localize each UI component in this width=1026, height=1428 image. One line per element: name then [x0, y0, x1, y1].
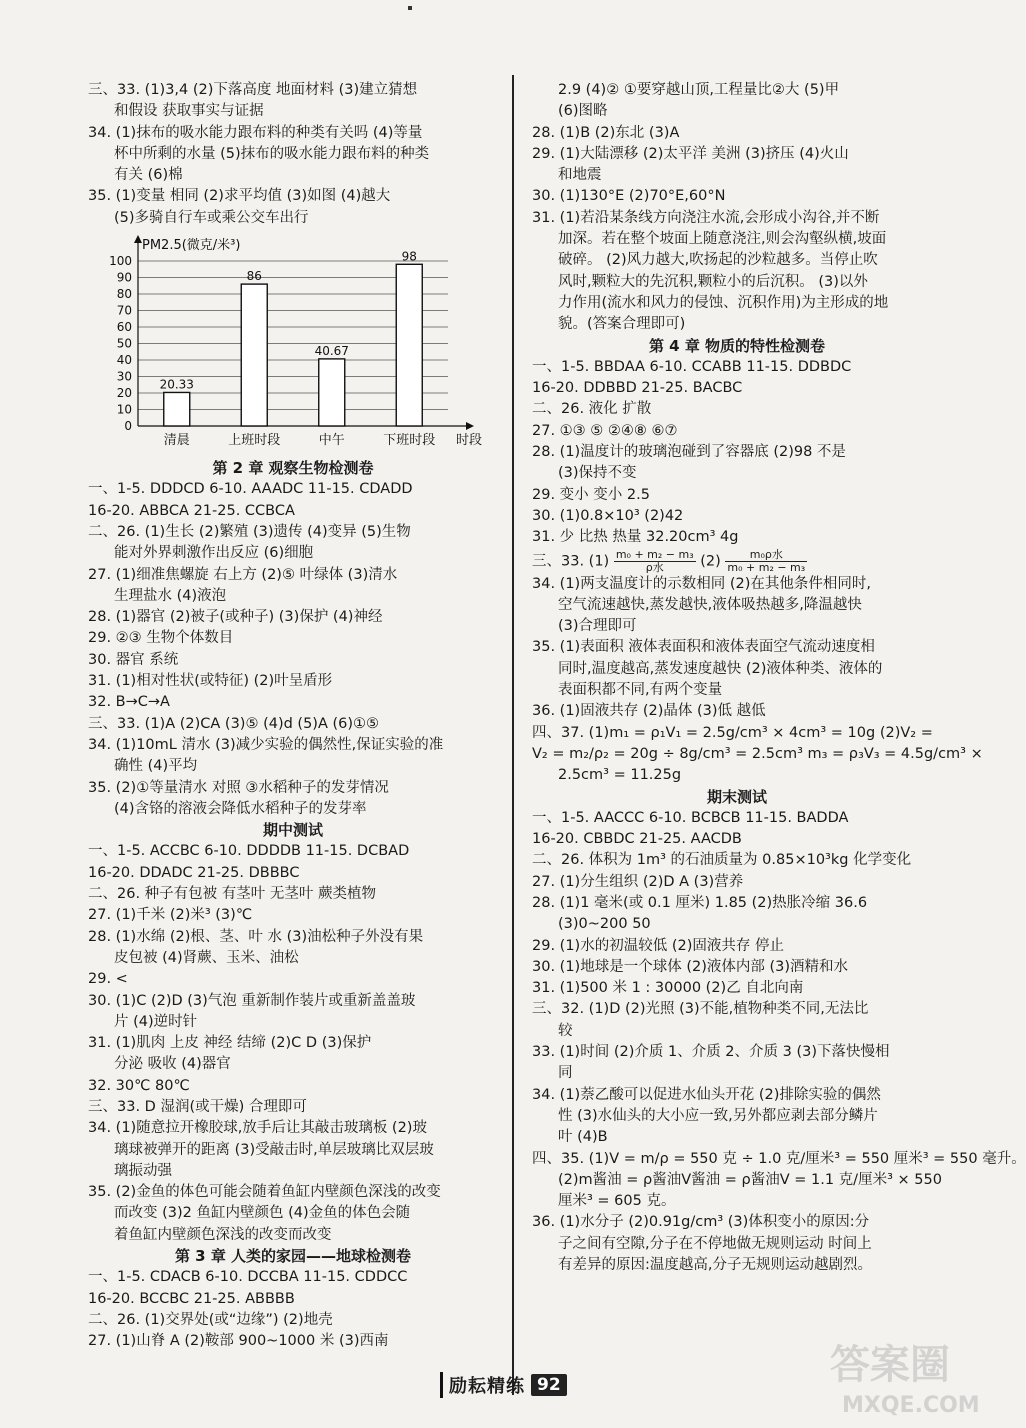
answer-line: 31. (1)肌肉 上皮 神经 结缔 (2)C D (3)保护: [88, 1035, 372, 1052]
answer-line: 二、26. (1)交界处(或“边缘”) (2)地壳: [88, 1311, 333, 1328]
y-tick-label: 90: [116, 270, 132, 285]
answer-line: 30. (1)C (2)D (3)气泡 重新制作装片或重新盖盖玻: [88, 992, 416, 1009]
answer-line: 16-20. DDADC 21-25. DBBBC: [88, 864, 300, 881]
final-block: [532, 808, 1026, 1277]
ch4-more-block: [532, 574, 983, 787]
answer-line: 29. 变小 变小 2.5: [532, 486, 650, 503]
answer-line: 28. (1)器官 (2)被子(或种子) (3)保护 (4)神经: [88, 609, 383, 626]
y-tick-label: 40: [116, 353, 132, 368]
answer-line: 三、33. (1)A (2)CA (3)⑤ (4)d (5)A (6)①⑤: [88, 715, 380, 732]
bar: [396, 264, 422, 426]
answer-line: 同: [558, 1065, 573, 1082]
answer-line: 34. (1)10mL 清水 (3)减少实验的偶然性,保证实验的准: [88, 736, 444, 753]
answer-line: 32. 30℃ 80℃: [88, 1077, 190, 1094]
answer-line: 较: [558, 1022, 573, 1039]
answer-line: 27. ①③ ⑤ ②④⑧ ⑥⑦: [532, 422, 678, 439]
answer-line: 30. (1)地球是一个球体 (2)液体内部 (3)酒精和水: [532, 958, 849, 975]
answer-line: 35. (1)表面积 液体表面积和液体表面空气流动速度相: [532, 639, 875, 656]
y-tick-label: 30: [116, 369, 132, 384]
answer-line: (3)0~200 50: [558, 916, 651, 933]
pm25-chart: [88, 231, 498, 456]
answer-line: 二、26. 体积为 1m³ 的石油质量为 0.85×10³kg 化学变化: [532, 852, 912, 869]
answer-line: 四、37. (1)m₁ = ρ₁V₁ = 2.5g/cm³ × 4cm³ = 10g (2)V₂ =: [532, 724, 933, 741]
ch4-block: [532, 357, 942, 549]
answer-line: 表面积都不同,有两个变量: [558, 682, 723, 699]
answer-line: 27. (1)山脊 A (2)鞍部 900~1000 米 (3)西南: [88, 1333, 389, 1350]
top-mark: [408, 6, 412, 10]
answer-line: 二、26. 种子有包被 有茎叶 无茎叶 蕨类植物: [88, 886, 376, 903]
answer-line: 子之间有空隙,分子在不停地做无规则运动 时间上: [558, 1235, 872, 1252]
bar: [319, 359, 345, 426]
answer-line: 确性 (4)平均: [114, 758, 198, 775]
answer-line: (3)保持不变: [558, 465, 637, 482]
y-axis-label: PM2.5(微克/米³): [142, 238, 241, 254]
answer-line: 着鱼缸内壁颜色深浅的改变而改变: [114, 1226, 332, 1243]
answer-line: 30. (1)130°E (2)70°E,60°N: [532, 188, 726, 205]
y-tick-label: 20: [116, 386, 132, 401]
answer-line: 2.9 (4)② ①要穿越山顶,工程量比②大 (5)甲: [558, 82, 840, 98]
ch3-title: 第 3 章 人类的家园——地球检测卷: [174, 1247, 412, 1266]
answer-line: 31. (1)相对性状(或特征) (2)叶呈盾形: [88, 673, 333, 690]
final-title: 期末测试: [706, 787, 767, 806]
q33-frac1-den: ρ水: [645, 560, 664, 574]
ch2-title: 第 2 章 观察生物检测卷: [212, 459, 374, 478]
answer-line: 生理盐水 (4)液泡: [114, 587, 227, 604]
answer-line: 30. (1)0.8×10³ (2)42: [532, 507, 684, 524]
answer-line: 27. (1)千米 (2)米³ (3)℃: [88, 907, 253, 924]
answer-line: 29. (1)大陆漂移 (2)太平洋 美洲 (3)挤压 (4)火山: [532, 145, 849, 162]
answer-line: 27. (1)分生组织 (2)D A (3)营养: [532, 873, 744, 890]
answer-line: 35. (1)变量 相同 (2)求平均值 (3)如图 (4)越大: [88, 188, 391, 205]
bar: [241, 284, 267, 426]
x-axis-arrow: [466, 422, 474, 430]
right-top-block: [532, 80, 942, 336]
answer-line: 璃振动强: [114, 1162, 172, 1179]
answer-line: 28. (1)水绵 (2)根、茎、叶 水 (3)油松种子外没有果: [88, 928, 424, 945]
answer-line: 能对外界刺激作出反应 (6)细胞: [114, 545, 314, 562]
answer-line: 风时,颗粒大的先沉积,颗粒小的后沉积。 (3)以外: [558, 273, 868, 290]
answer-line: 而改变 (3)2 鱼缸内壁颜色 (4)金鱼的体色会随: [114, 1205, 411, 1222]
answer-line: 30. 器官 系统: [88, 651, 179, 668]
answer-line: 34. (1)萘乙酸可以促进水仙头开花 (2)排除实验的偶然: [532, 1086, 881, 1103]
x-axis-label: 时段: [456, 433, 483, 449]
answer-line: 一、1-5. AACCC 6-10. BCBCB 11-15. BADDA: [532, 809, 849, 826]
y-axis-arrow: [134, 235, 142, 243]
y-tick-label: 0: [124, 419, 132, 434]
left-top-block: [88, 80, 498, 229]
answer-line: (6)图略: [558, 103, 608, 120]
q33-frac1-num: m₀ + m₂ − m₃: [615, 547, 694, 561]
left-column: [88, 80, 498, 1353]
answer-line: 27. (1)细准焦螺旋 右上方 (2)⑤ 叶绿体 (3)清水: [88, 566, 398, 583]
answer-line: 一、1-5. CDACB 6-10. DCCBA 11-15. CDDCC: [88, 1269, 408, 1286]
answer-line: (2)m酱油 = ρ酱油V酱油 = ρ酱油V = 1.1 克/厘米³ × 550: [558, 1171, 942, 1188]
y-tick-label: 50: [116, 336, 132, 351]
x-tick-label: 清晨: [163, 433, 190, 449]
right-column: [532, 80, 1026, 1276]
answer-line: (4)含铬的溶液会降低水稻种子的发芽率: [114, 800, 367, 817]
answer-line: 一、1-5. ACCBC 6-10. DDDDB 11-15. DCBAD: [88, 843, 410, 860]
answer-line: 34. (1)随意拉开橡胶球,放手后让其敲击玻璃板 (2)玻: [88, 1120, 427, 1137]
answer-line: 力作用(流水和风力的侵蚀、沉积作用)为主形成的地: [558, 294, 889, 311]
answer-line: 16-20. CBBDC 21-25. AACDB: [532, 831, 742, 848]
answer-line: 28. (1)1 毫米(或 0.1 厘米) 1.85 (2)热胀冷缩 36.6: [532, 894, 868, 911]
x-tick-label: 下班时段: [383, 433, 436, 449]
y-tick-label: 70: [116, 303, 132, 318]
answer-line: 和地震: [558, 167, 602, 184]
answer-line: 31. (1)500 米 1 : 30000 (2)乙 自北向南: [532, 980, 804, 997]
bar-data-label: 20.33: [159, 377, 194, 392]
answer-line: 16-20. BCCBC 21-25. ABBBB: [88, 1290, 295, 1307]
answer-line: 29. ②③ 生物个体数目: [88, 630, 234, 647]
answer-line: 31. (1)若沿某条线方向浇注水流,会形成小沟谷,并不断: [532, 209, 880, 226]
answer-line: 31. 少 比热 热量 32.20cm³ 4g: [532, 529, 739, 546]
answer-line: 有差异的原因:温度越高,分子无规则运动越剧烈。: [558, 1257, 872, 1274]
q33-frac2-den: m₀ + m₂ − m₃: [727, 560, 806, 574]
answer-line: 16-20. ABBCA 21-25. CCBCA: [88, 502, 295, 519]
answer-line: 2.5cm³ = 11.25g: [558, 767, 682, 784]
y-tick-label: 80: [116, 287, 132, 302]
answer-line: 和假设 获取事实与证据: [114, 103, 264, 120]
answer-line: 三、33. D 湿润(或干燥) 合理即可: [88, 1098, 307, 1115]
column-divider: [512, 75, 514, 1395]
q33-mid: (2): [700, 553, 721, 570]
watermark-top: 答案圈: [830, 1342, 950, 1388]
answer-line: 35. (2)①等量清水 对照 ③水稻种子的发芽情况: [88, 779, 389, 796]
bar-data-label: 86: [246, 269, 262, 284]
page-number: 92: [531, 1374, 567, 1396]
watermark-bottom: MXQE.COM: [842, 1393, 980, 1418]
ch3-block: [88, 1267, 498, 1352]
q33-fraction-2: [725, 549, 807, 574]
answer-line: 一、1-5. BBDAA 6-10. CCABB 11-15. DDBDC: [532, 358, 852, 375]
ch2-block: [88, 479, 498, 820]
answer-line: 36. (1)固液共存 (2)晶体 (3)低 越低: [532, 703, 766, 720]
answer-line: 有关 (6)棉: [114, 167, 183, 184]
q33-prefix: 三、33. (1): [532, 553, 610, 570]
y-tick-label: 60: [116, 320, 132, 335]
y-tick-label: 10: [116, 402, 132, 417]
bar: [164, 393, 190, 427]
watermark-logo: [820, 1330, 990, 1420]
answer-line: 34. (1)抹布的吸水能力跟布料的种类有关吗 (4)等量: [88, 124, 423, 141]
answer-line: 同时,温度越高,蒸发速度越快 (2)液体种类、液体的: [558, 660, 883, 677]
x-tick-label: 中午: [318, 433, 345, 449]
bar-data-label: 98: [401, 249, 417, 264]
answer-line: 貌。(答案合理即可): [558, 316, 686, 333]
answer-line: 璃球被弹开的距离 (3)受敲击时,单层玻璃比双层玻: [114, 1141, 434, 1158]
answer-line: 35. (2)金鱼的体色可能会随着鱼缸内壁颜色深浅的改变: [88, 1184, 441, 1201]
answer-line: 29. (1)水的初温较低 (2)固液共存 停止: [532, 937, 784, 954]
answer-line: 三、32. (1)D (2)光照 (3)不能,植物种类不同,无法比: [532, 1001, 869, 1018]
q33-frac2-num: m₀ρ水: [725, 549, 807, 562]
q33-fraction-1: [614, 549, 696, 574]
answer-line: 34. (1)两支温度计的示数相同 (2)在其他条件相同时,: [532, 575, 871, 592]
answer-line: 32. B→C→A: [88, 694, 170, 711]
answer-line: 加深。若在整个坡面上随意浇注,则会沟壑纵横,坡面: [558, 231, 887, 248]
answer-line: V₂ = m₂/ρ₂ = 20g ÷ 8g/cm³ = 2.5cm³ m₃ = ρ₃V₃ = 4.5g/cm³ ×: [532, 745, 983, 762]
answer-line: 二、26. (1)生长 (2)繁殖 (3)遗传 (4)变异 (5)生物: [88, 523, 411, 540]
answer-line: 三、33. (1)3,4 (2)下落高度 地面材料 (3)建立猜想: [88, 82, 418, 98]
q33-line: [532, 549, 942, 574]
answer-line: 叶 (4)B: [558, 1129, 608, 1146]
answer-line: 28. (1)B (2)东北 (3)A: [532, 124, 680, 141]
answer-line: 一、1-5. DDDCD 6-10. AAADC 11-15. CDADD: [88, 481, 413, 498]
answer-line: 二、26. 液化 扩散: [532, 401, 652, 418]
answer-line: 性 (3)水仙头的大小应一致,另外都应剥去部分鳞片: [558, 1107, 878, 1124]
answer-line: 16-20. DDBBD 21-25. BACBC: [532, 380, 743, 397]
midterm-block: [88, 841, 498, 1246]
answer-line: 29. <: [88, 971, 128, 988]
y-tick-label: 100: [109, 254, 132, 269]
ch4-title: 第 4 章 物质的特性检测卷: [648, 336, 826, 355]
page-footer: [440, 1372, 567, 1398]
answer-line: 空气流速越快,蒸发越快,液体吸热越多,降温越快: [558, 596, 862, 613]
answer-line: 四、35. (1)V = m/ρ = 550 克 ÷ 1.0 克/厘米³ = 550 厘米³ = 550 毫升。: [532, 1150, 1026, 1167]
answer-line: 分泌 吸收 (4)器官: [114, 1056, 231, 1073]
answer-line: 36. (1)水分子 (2)0.91g/cm³ (3)体积变小的原因:分: [532, 1214, 870, 1231]
answer-line: (5)多骑自行车或乘公交车出行: [114, 209, 309, 226]
answer-line: 28. (1)温度计的玻璃泡碰到了容器底 (2)98 不是: [532, 444, 846, 461]
answer-line: 厘米³ = 605 克。: [558, 1193, 676, 1210]
pm25-chart-svg: [88, 231, 498, 456]
bar-data-label: 40.67: [314, 343, 349, 358]
midterm-title: 期中测试: [262, 821, 323, 840]
brand-name: 励耘精练: [440, 1372, 525, 1398]
answer-line: 破碎。 (2)风力越大,吹扬起的沙粒越多。当停止吹: [558, 252, 878, 269]
x-tick-label: 上班时段: [228, 433, 281, 449]
answer-line: (3)合理即可: [558, 618, 637, 635]
answer-line: 33. (1)时间 (2)介质 1、介质 2、介质 3 (3)下落快慢相: [532, 1044, 890, 1061]
answer-line: 杯中所剩的水量 (5)抹布的吸水能力跟布料的种类: [114, 145, 430, 162]
answer-line: 片 (4)逆时针: [114, 1013, 198, 1030]
answer-line: 皮包被 (4)肾蕨、玉米、油松: [114, 949, 299, 966]
